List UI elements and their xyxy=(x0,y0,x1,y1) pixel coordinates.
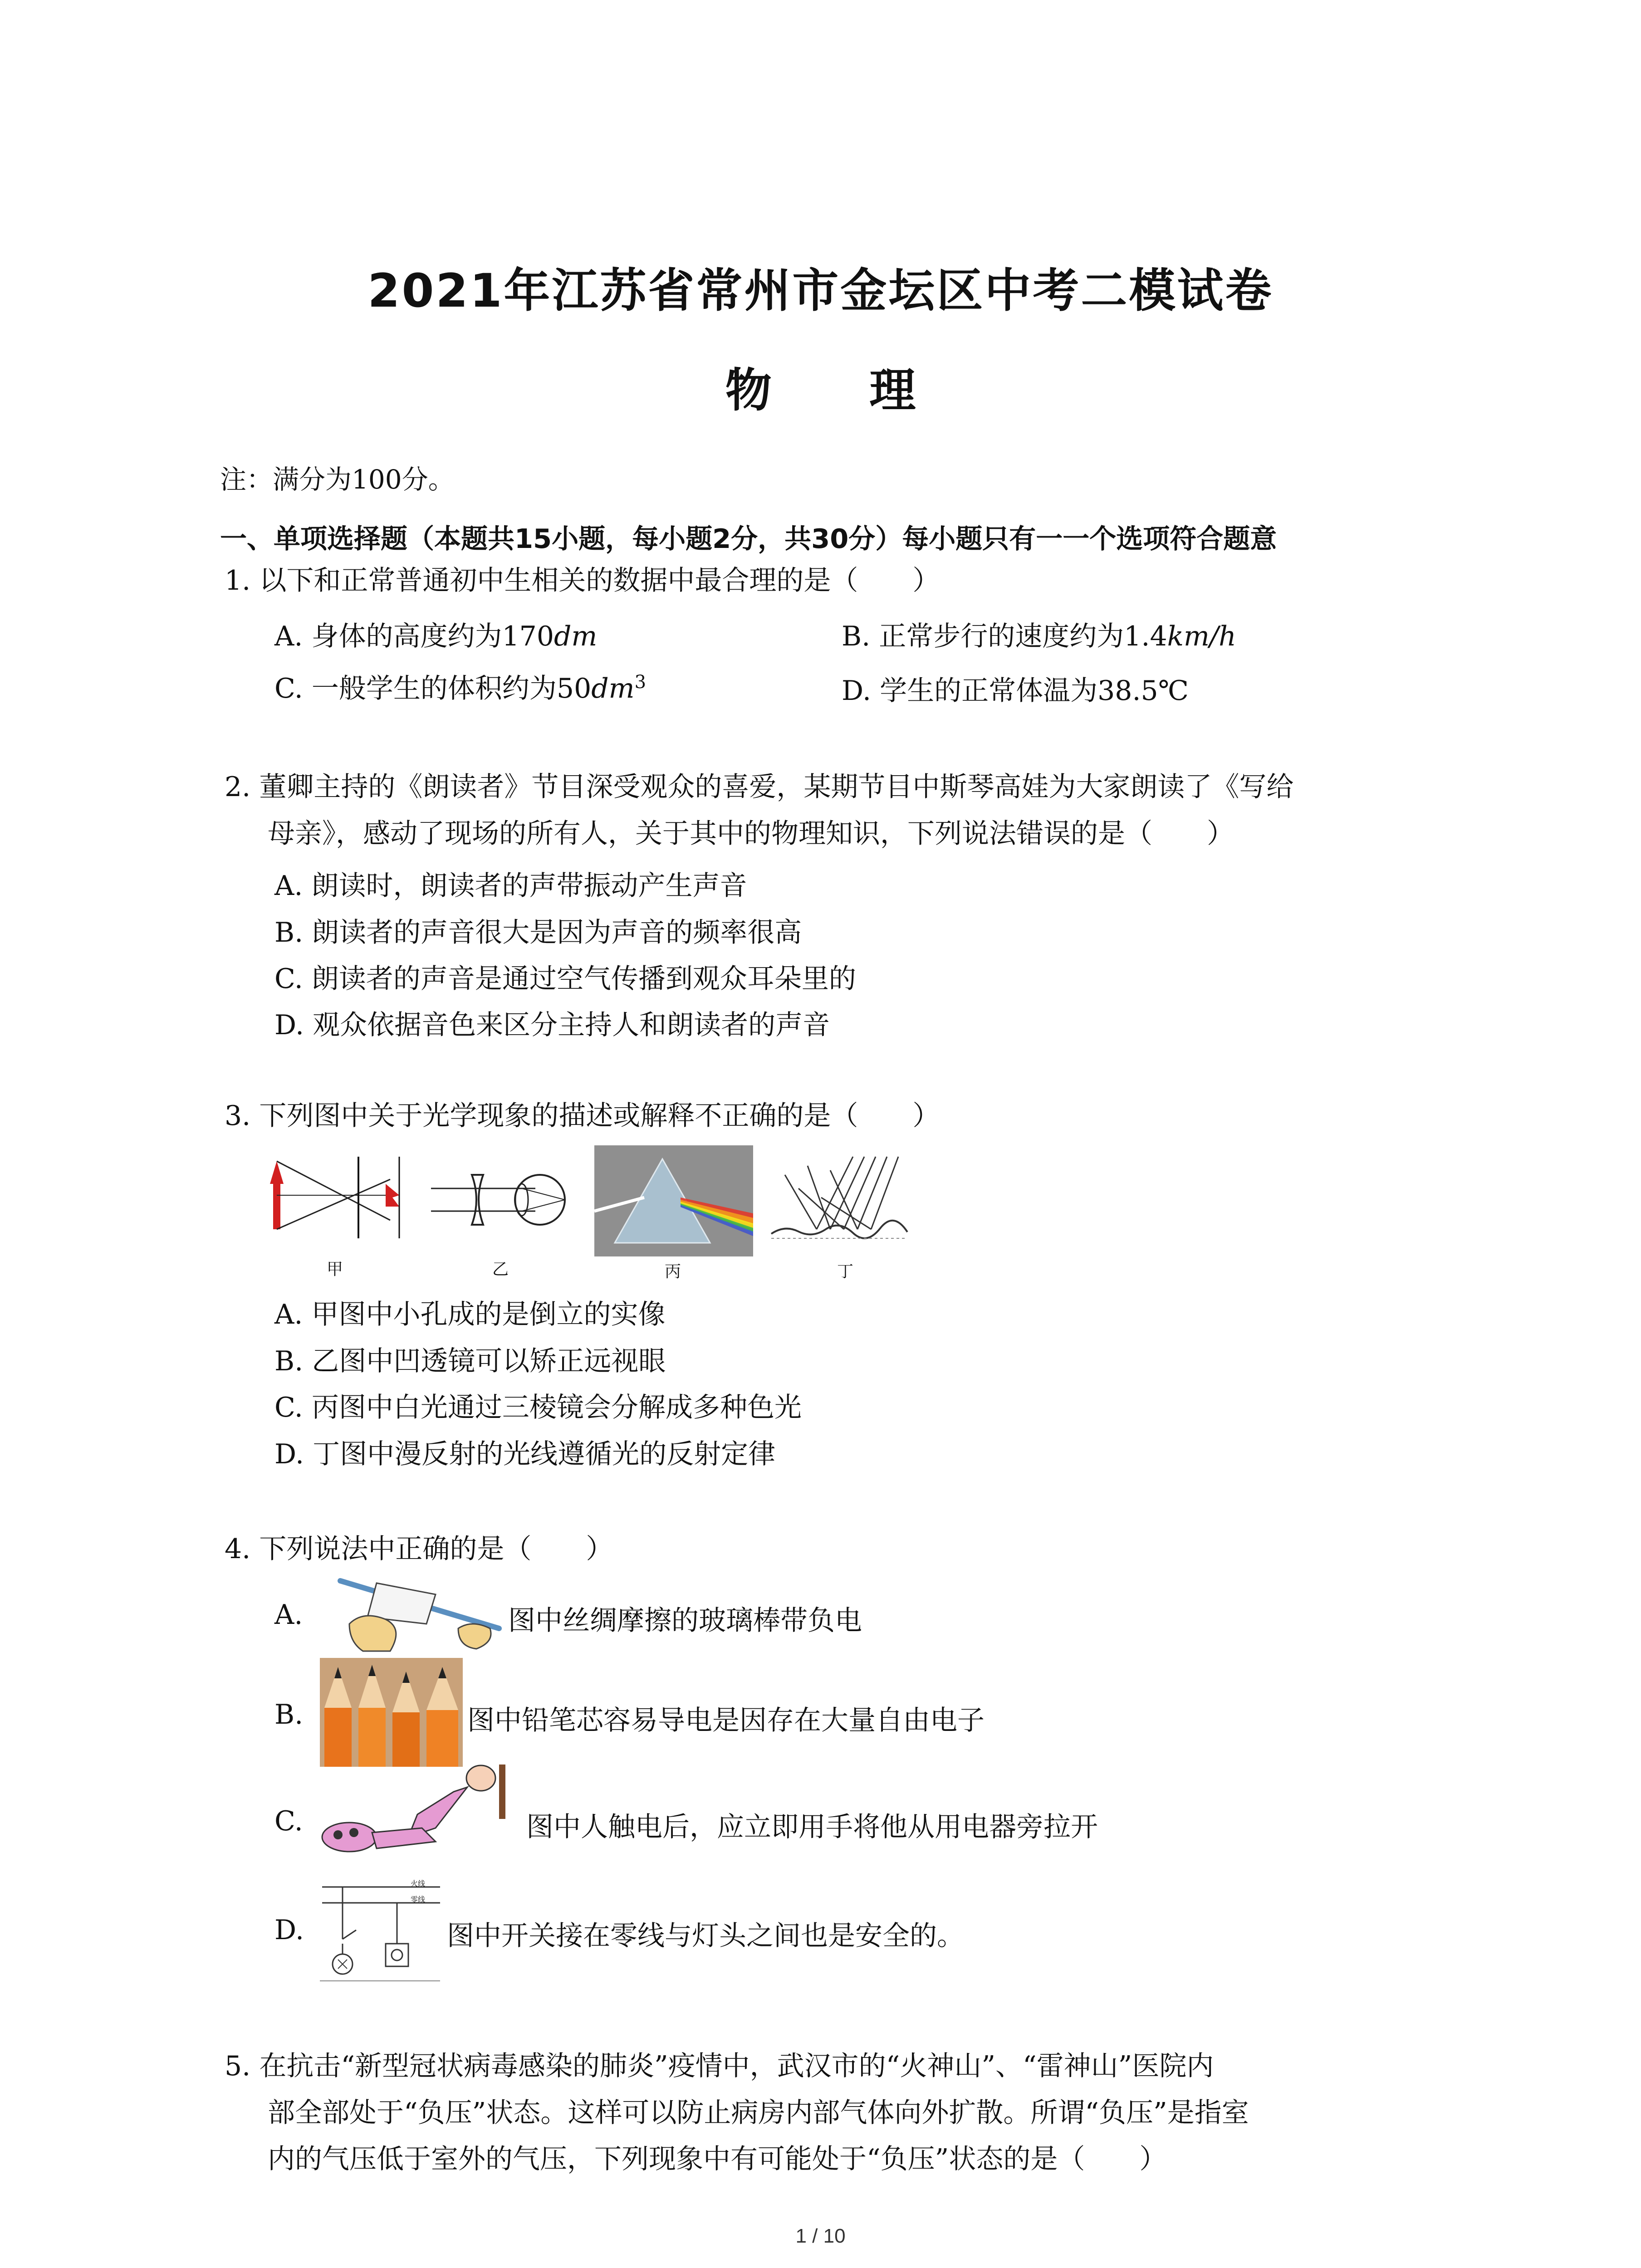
q1-option-c-unit: dm xyxy=(591,673,635,704)
fig-label-yi: 乙 xyxy=(492,1260,509,1279)
q4-option-d-text: 图中开关接在零线与灯头之间也是安全的。 xyxy=(447,1920,964,1952)
fig-label-bing: 丙 xyxy=(665,1262,681,1281)
score-note: 注：满分为100分。 xyxy=(220,464,455,495)
q4-option-c-text: 图中人触电后，应立即用手将他从用电器旁拉开 xyxy=(526,1811,1098,1843)
q1-option-c-sup: 3 xyxy=(634,672,647,693)
q1-stem: 1. 以下和正常普通初中生相关的数据中最合理的是（ ） xyxy=(225,565,940,596)
fig-label-jia: 甲 xyxy=(327,1260,343,1279)
q4-stem: 4. 下列说法中正确的是（ ） xyxy=(225,1533,613,1565)
q4-option-c-label: C. xyxy=(274,1805,303,1837)
q1-option-a-text: A. 身体的高度约为170 xyxy=(274,621,554,652)
pencils-figure xyxy=(320,1658,463,1767)
section-heading: 一、单项选择题（本题共15小题，每小题2分，共30分）每小题只有一一个选项符合题意 xyxy=(220,523,1277,554)
q4-option-a-label: A. xyxy=(274,1599,303,1631)
q5-line2: 部全部处于“负压”状态。这样可以防止病房内部气体向外扩散。所谓“负压”是指室 xyxy=(268,2097,1249,2129)
subject-title: 物 理 xyxy=(725,364,957,418)
exam-title: 2021年江苏省常州市金坛区中考二模试卷 xyxy=(367,264,1274,318)
q3-stem: 3. 下列图中关于光学现象的描述或解释不正确的是（ ） xyxy=(225,1100,940,1132)
glass-rod-silk-figure xyxy=(322,1574,504,1653)
q2-option-a: A. 朗读时，朗读者的声带振动产生声音 xyxy=(274,870,747,902)
circuit-label-live: 火线 xyxy=(411,1879,426,1888)
q3-option-c: C. 丙图中白光通过三棱镜会分解成多种色光 xyxy=(274,1392,802,1423)
pinhole-figure xyxy=(268,1152,413,1243)
q2-option-c: C. 朗读者的声音是通过空气传播到观众耳朵里的 xyxy=(274,963,856,995)
q3-option-a: A. 甲图中小孔成的是倒立的实像 xyxy=(274,1299,666,1330)
q5-line1: 5. 在抗击“新型冠状病毒感染的肺炎”疫情中，武汉市的“火神山”、“雷神山”医院内 xyxy=(225,2050,1214,2082)
q1-option-b-text: B. 正常步行的速度约为1.4 xyxy=(842,621,1167,652)
q1-option-a-unit: dm xyxy=(554,621,598,652)
q1-option-a xyxy=(274,615,597,654)
q4-option-b-label: B. xyxy=(274,1699,304,1730)
q1-option-d: D. 学生的正常体温为38.5℃ xyxy=(842,675,1189,707)
q1-option-c-text: C. 一般学生的体积约为50 xyxy=(274,673,592,704)
q1-option-b xyxy=(842,615,1236,654)
concave-lens-eye-figure xyxy=(431,1166,581,1234)
q2-option-b: B. 朗读者的声音很大是因为声音的频率很高 xyxy=(274,917,802,948)
q2-stem-line2: 母亲》，感动了现场的所有人，关于其中的物理知识，下列说法错误的是（ ） xyxy=(268,818,1234,850)
q4-option-b-text: 图中铅笔芯容易导电是因存在大量自由电子 xyxy=(467,1705,985,1736)
q4-option-d-label: D. xyxy=(274,1914,304,1946)
prism-figure xyxy=(594,1145,753,1256)
q5-line3: 内的气压低于室外的气压，下列现象中有可能处于“负压”状态的是（ ） xyxy=(268,2143,1167,2175)
q1-option-c xyxy=(274,667,646,706)
circuit-switch-figure xyxy=(320,1876,442,1982)
q2-stem-line1: 2. 董卿主持的《朗读者》节目深受观众的喜爱，某期节目中斯琴高娃为大家朗读了《写给 xyxy=(225,771,1294,803)
q2-option-d: D. 观众依据音色来区分主持人和朗读者的声音 xyxy=(274,1009,830,1041)
electric-shock-figure xyxy=(318,1760,517,1860)
circuit-label-neutral: 零线 xyxy=(411,1895,426,1904)
q4-option-a-text: 图中丝绸摩擦的玻璃棒带负电 xyxy=(508,1605,862,1637)
q3-option-b: B. 乙图中凹透镜可以矫正远视眼 xyxy=(274,1345,666,1377)
fig-label-ding: 丁 xyxy=(837,1262,854,1281)
q3-option-d: D. 丁图中漫反射的光线遵循光的反射定律 xyxy=(274,1438,776,1470)
q1-option-b-unit: km/h xyxy=(1167,621,1236,652)
diffuse-reflection-figure xyxy=(767,1148,912,1252)
page-number: 1 / 10 xyxy=(795,2225,846,2247)
